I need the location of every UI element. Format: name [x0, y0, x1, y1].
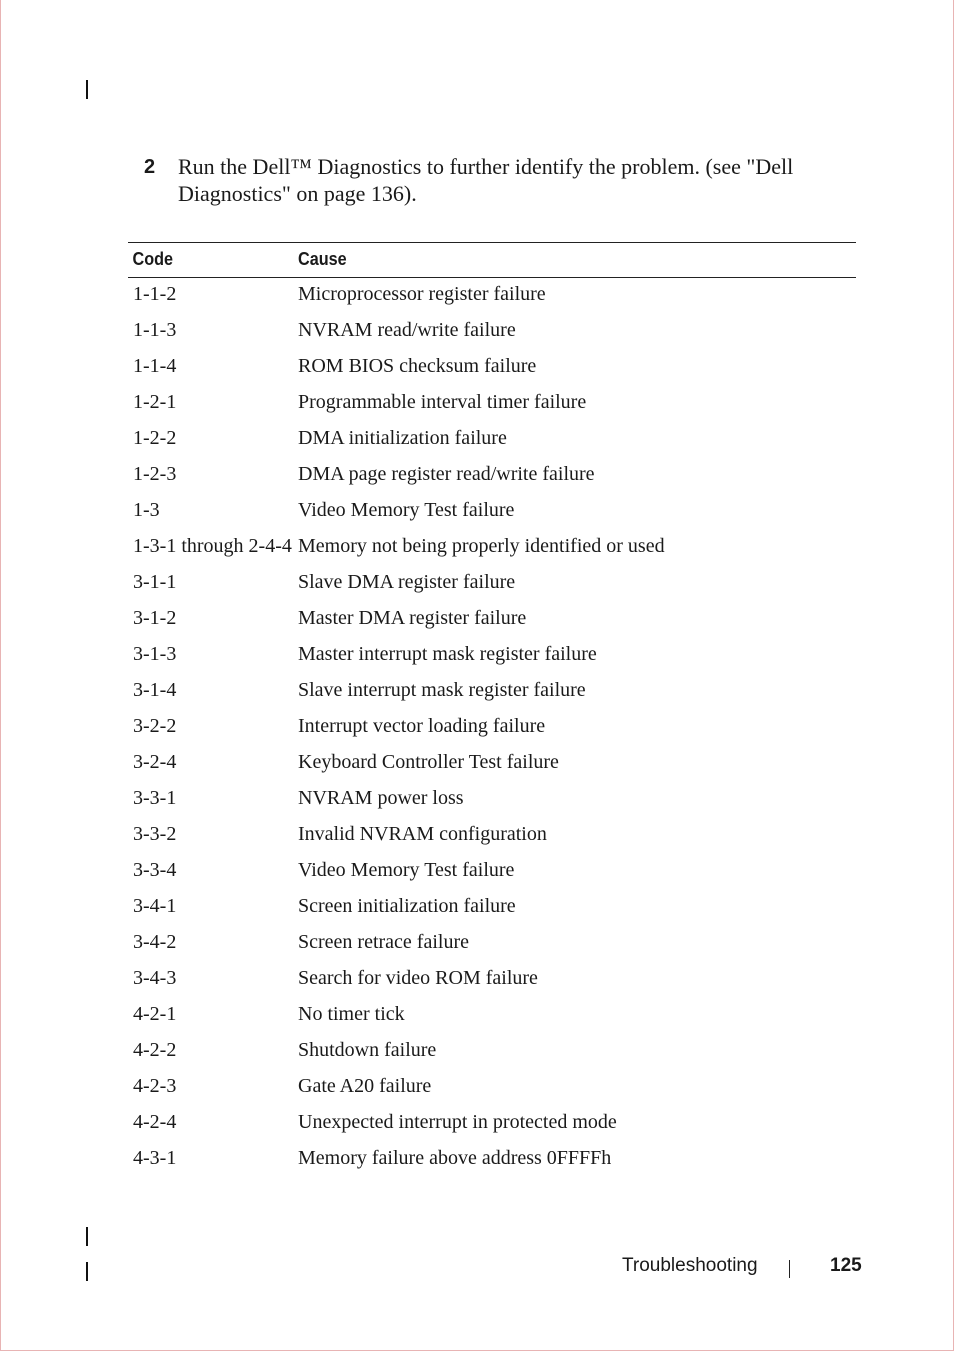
code-cell: 1-1-2 [133, 283, 177, 305]
table-row [128, 962, 856, 998]
table-row [128, 1034, 856, 1070]
cause-cell: Keyboard Controller Test failure [298, 751, 559, 773]
step-text: Run the Dell™ Diagnostics to further identify the problem. (see "Dell Diagnostics" on page 136). [178, 154, 794, 206]
code-cell: 1-1-4 [133, 355, 177, 377]
code-cell: 1-3 [133, 499, 160, 521]
table-row [128, 674, 856, 710]
cause-cell: Invalid NVRAM configuration [298, 823, 547, 845]
table-row [128, 314, 856, 350]
header-code: Code [128, 243, 281, 278]
code-cell: 1-3-1 through 2-4-4 [133, 535, 292, 557]
cause-cell: DMA page register read/write failure [298, 463, 595, 485]
code-cell: 3-4-2 [133, 931, 177, 953]
table-row [128, 638, 856, 674]
table-row [128, 602, 856, 638]
cause-cell: No timer tick [298, 1003, 405, 1025]
code-cell: 3-1-3 [133, 643, 177, 665]
table-row [128, 422, 856, 458]
code-cell: 4-3-1 [133, 1147, 177, 1169]
code-cell: 3-1-1 [133, 571, 177, 593]
table-row [128, 746, 856, 782]
cause-cell: Slave DMA register failure [298, 571, 516, 593]
code-cell: 4-2-3 [133, 1075, 177, 1097]
code-cell: 3-4-3 [133, 967, 177, 989]
cause-cell: DMA initialization failure [298, 427, 507, 449]
table-row [128, 566, 856, 602]
table-row [128, 1070, 856, 1106]
cause-cell: Master DMA register failure [298, 607, 527, 629]
beep-code-table [128, 242, 856, 1178]
code-cell: 4-2-2 [133, 1039, 177, 1061]
cause-cell: Gate A20 failure [298, 1075, 432, 1097]
table-row [128, 494, 856, 530]
code-cell: 1-2-2 [133, 427, 177, 449]
code-cell: 3-3-4 [133, 859, 177, 881]
cause-cell: Screen initialization failure [298, 895, 516, 917]
cause-cell: Master interrupt mask register failure [298, 643, 597, 665]
cause-cell: Video Memory Test failure [298, 859, 515, 881]
cause-cell: NVRAM power loss [298, 787, 464, 809]
cause-cell: Unexpected interrupt in protected mode [298, 1111, 617, 1133]
table-row [128, 530, 856, 566]
code-cell: 3-2-2 [133, 715, 177, 737]
page-number: 125 [830, 1255, 862, 1276]
code-cell: 1-1-3 [133, 319, 177, 341]
table-row [128, 386, 856, 422]
cause-cell: Video Memory Test failure [298, 499, 515, 521]
code-cell: 3-2-4 [133, 751, 177, 773]
table-row [128, 854, 856, 890]
table-row [128, 278, 856, 315]
code-cell: 4-2-4 [133, 1111, 177, 1133]
table-body [128, 278, 856, 1179]
table-row [128, 926, 856, 962]
code-cell: 4-2-1 [133, 1003, 177, 1025]
cause-cell: Interrupt vector loading failure [298, 715, 546, 737]
code-cell: 3-1-4 [133, 679, 177, 701]
cause-cell: Memory not being properly identified or used [298, 535, 665, 557]
code-cell: 3-4-1 [133, 895, 177, 917]
margin-mark-bottom-2 [86, 1262, 88, 1281]
table-row [128, 998, 856, 1034]
step-number: 2 [144, 156, 156, 178]
table-row [128, 890, 856, 926]
cause-cell: Slave interrupt mask register failure [298, 679, 586, 701]
code-cell: 3-3-1 [133, 787, 177, 809]
header-cause: Cause [298, 243, 800, 278]
footer-separator [789, 1260, 790, 1278]
cause-cell: Programmable interval timer failure [298, 391, 587, 413]
code-cell: 1-2-1 [133, 391, 177, 413]
table-header-row [128, 243, 856, 278]
table-row [128, 818, 856, 854]
cause-cell: Search for video ROM failure [298, 967, 538, 989]
cause-cell: Screen retrace failure [298, 931, 469, 953]
margin-mark-bottom-1 [86, 1227, 88, 1246]
cause-cell: Shutdown failure [298, 1039, 437, 1061]
cause-cell: Memory failure above address 0FFFFh [298, 1147, 612, 1169]
cause-cell: ROM BIOS checksum failure [298, 355, 537, 377]
code-cell: 3-3-2 [133, 823, 177, 845]
margin-mark-top [86, 80, 88, 99]
table-row [128, 782, 856, 818]
table-row [128, 458, 856, 494]
code-cell: 3-1-2 [133, 607, 177, 629]
table-row [128, 1106, 856, 1142]
cause-cell: Microprocessor register failure [298, 283, 546, 305]
footer-section-title: Troubleshooting [622, 1255, 758, 1276]
cause-cell: NVRAM read/write failure [298, 319, 516, 341]
code-cell: 1-2-3 [133, 463, 177, 485]
table-row [128, 710, 856, 746]
table-row [128, 350, 856, 386]
table-row [128, 1142, 856, 1178]
